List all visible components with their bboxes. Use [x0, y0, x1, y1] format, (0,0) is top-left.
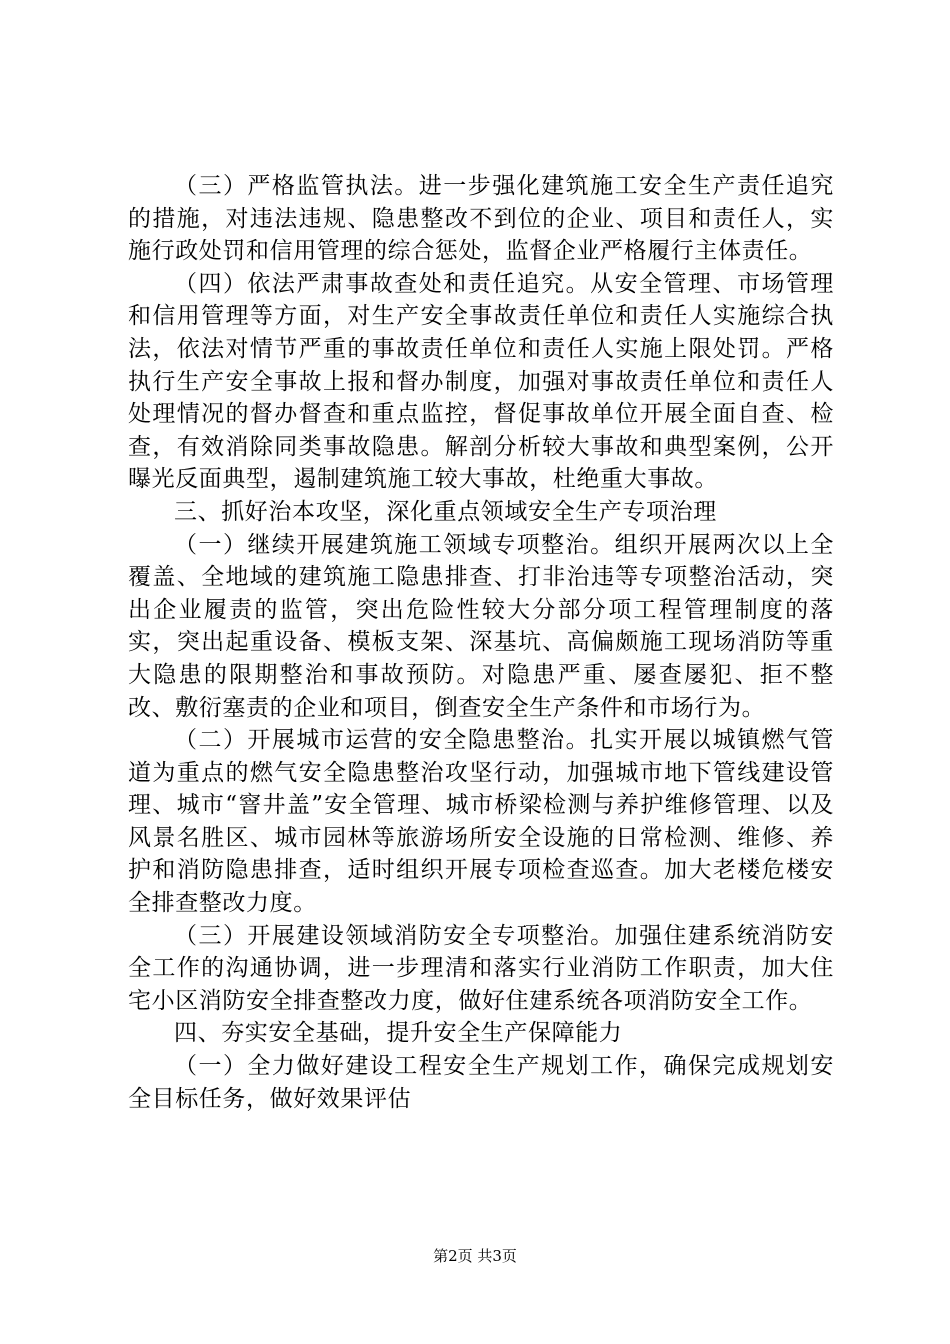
- section-heading-four: 四、夯实安全基础，提升安全生产保障能力: [174, 1020, 623, 1047]
- paragraph-safety-planning: （一）全力做好建设工程安全生产规划工作，确保完成规划安全目标任务，做好效果评估: [128, 1053, 834, 1112]
- document-body: [128, 170, 834, 1115]
- page-footer: 第2页 共3页: [433, 1247, 517, 1265]
- paragraph-strict-supervision: （三）严格监管执法。进一步强化建筑施工安全生产责任追究的措施，对违法违规、隐患整改不到位的企业、项目和责任人，实施行政处罚和信用管理的综合惩处，监督企业严格履行主体责任。: [128, 173, 834, 265]
- paragraph-urban-operation: （二）开展城市运营的安全隐患整治。扎实开展以城镇燃气管道为重点的燃气安全隐患整治攻坚行动，加强城市地下管线建设管理、城市“窨井盖”安全管理、城市桥梁检测与养护维修管理、以及风景名胜区、城市园林等旅游场所安全设施的日常检测、维修、养护和消防隐患排查，适时组织开展专项检查巡查。加大老楼危楼安全排查整改力度。: [128, 727, 834, 917]
- section-heading-three: 三、抓好治本攻坚，深化重点领域安全生产专项治理: [174, 498, 717, 525]
- paragraph-fire-safety: （三）开展建设领域消防安全专项整治。加强住建系统消防安全工作的沟通协调，进一步理清和落实行业消防工作职责，加大住宅小区消防安全排查整改力度，做好住建系统各项消防安全工作。: [128, 922, 834, 1014]
- paragraph-accident-investigation: （四）依法严肃事故查处和责任追究。从安全管理、市场管理和信用管理等方面，对生产安全事故责任单位和责任人实施综合执法，依法对情节严重的事故责任单位和责任人实施上限处罚。严格执行生产安全事故上报和督办制度，加强对事故责任单位和责任人处理情况的督办督查和重点监控，督促事故单位开展全面自查、检查，有效消除同类事故隐患。解剖分析较大事故和典型案例，公开曝光反面典型，遏制建筑施工较大事故，杜绝重大事故。: [128, 270, 834, 493]
- paragraph-construction-rectification: （一）继续开展建筑施工领域专项整治。组织开展两次以上全覆盖、全地域的建筑施工隐患排查、打非治违等专项整治活动，突出企业履责的监管，突出危险性较大分部分项工程管理制度的落实，突出起重设备、模板支架、深基坑、高偏颇施工现场消防等重大隐患的限期整治和事故预防。对隐患严重、屡查屡犯、拒不整改、敷衍塞责的企业和项目，倒查安全生产条件和市场行为。: [128, 531, 834, 721]
